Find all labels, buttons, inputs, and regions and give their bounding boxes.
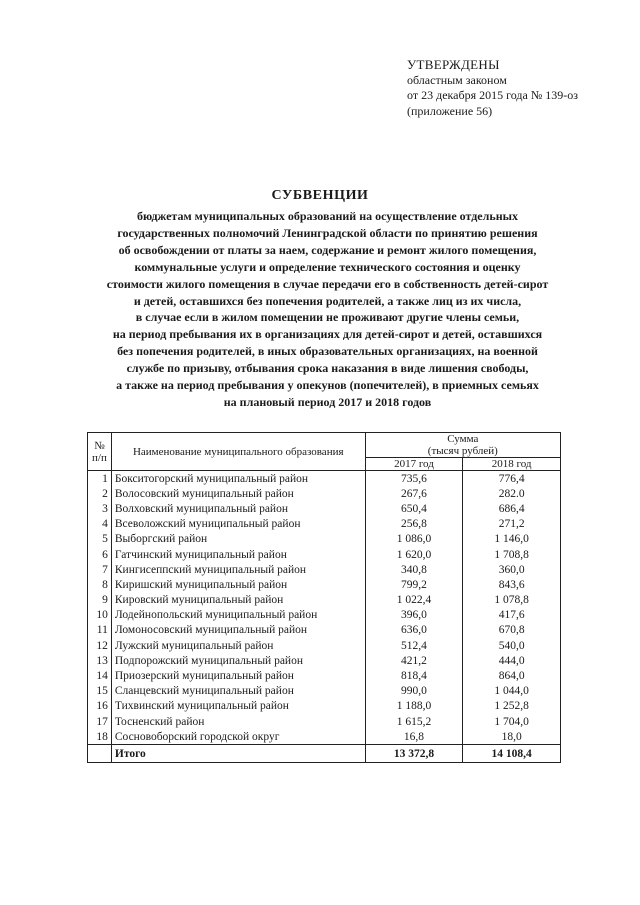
table-row bbox=[88, 623, 561, 638]
table-row bbox=[88, 486, 561, 501]
table-row bbox=[88, 532, 561, 547]
row-2017: 1 086,0 bbox=[365, 532, 463, 547]
row-2018: 1 708,8 bbox=[463, 547, 561, 562]
row-2018: 843,6 bbox=[463, 577, 561, 592]
row-num: 8 bbox=[88, 577, 112, 592]
row-num: 12 bbox=[88, 638, 112, 653]
row-name: Гатчинский муниципальный район bbox=[111, 547, 365, 562]
row-name: Волховский муниципальный район bbox=[111, 501, 365, 516]
row-name: Кингисеппский муниципальный район bbox=[111, 562, 365, 577]
row-name: Тосненский район bbox=[111, 714, 365, 729]
row-2017: 735,6 bbox=[365, 471, 463, 487]
row-2018: 417,6 bbox=[463, 608, 561, 623]
table-row bbox=[88, 608, 561, 623]
row-num: 14 bbox=[88, 668, 112, 683]
approval-date-line: от 23 декабря 2015 года № 139-оз bbox=[407, 88, 579, 102]
row-2017: 990,0 bbox=[365, 684, 463, 699]
row-2018: 1 252,8 bbox=[463, 699, 561, 714]
row-2018: 282.0 bbox=[463, 486, 561, 501]
row-2017: 256,8 bbox=[365, 517, 463, 532]
approval-appendix-line: (приложение 56) bbox=[407, 103, 493, 118]
row-2017: 421,2 bbox=[365, 653, 463, 668]
row-name: Приозерский муниципальный район bbox=[111, 668, 365, 683]
row-2018: 1 704,0 bbox=[463, 714, 561, 729]
row-2018: 360,0 bbox=[463, 562, 561, 577]
table-row bbox=[88, 501, 561, 516]
subtitle-line: бюджетам муниципальных образований на осуществление отдельных bbox=[137, 209, 518, 223]
row-name: Лужский муниципальный район bbox=[111, 638, 365, 653]
header-year-2018: 2018 год bbox=[463, 458, 561, 471]
row-2017: 1 620,0 bbox=[365, 547, 463, 562]
row-num: 15 bbox=[88, 684, 112, 699]
row-2017: 267,6 bbox=[365, 486, 463, 501]
row-2018: 670,8 bbox=[463, 623, 561, 638]
table-row bbox=[88, 593, 561, 608]
row-name: Волосовский муниципальный район bbox=[111, 486, 365, 501]
row-num: 13 bbox=[88, 653, 112, 668]
row-2017: 1 615,2 bbox=[365, 714, 463, 729]
table-row bbox=[88, 517, 561, 532]
row-num: 18 bbox=[88, 729, 112, 745]
row-num: 1 bbox=[88, 471, 112, 487]
row-2018: 1 146,0 bbox=[463, 532, 561, 547]
table-row bbox=[88, 638, 561, 653]
header-sum bbox=[365, 433, 560, 458]
total-row bbox=[88, 745, 561, 763]
table-body bbox=[88, 471, 561, 745]
table-row bbox=[88, 714, 561, 729]
row-name: Кировский муниципальный район bbox=[111, 593, 365, 608]
subtitle-line: без попечения родителей, в иных образовательных организациях, на военной bbox=[117, 344, 538, 359]
total-2018: 14 108,4 bbox=[463, 745, 561, 763]
subtitle-line: об освобождении от платы за наем, содержание и ремонт жилого помещения, bbox=[118, 242, 537, 257]
subtitle-line: стоимости жилого помещения в случае передачи его в собственность детей-сирот bbox=[106, 276, 549, 291]
table-row bbox=[88, 699, 561, 714]
row-2017: 16,8 bbox=[365, 729, 463, 745]
row-num: 6 bbox=[88, 547, 112, 562]
total-2017: 13 372,8 bbox=[365, 745, 463, 763]
total-num-cell bbox=[88, 745, 112, 763]
row-num: 2 bbox=[88, 486, 112, 501]
row-2017: 512,4 bbox=[365, 638, 463, 653]
header-num: № п/п bbox=[88, 433, 112, 471]
row-2017: 1 022,4 bbox=[365, 593, 463, 608]
table-row bbox=[88, 562, 561, 577]
row-num: 7 bbox=[88, 562, 112, 577]
row-2017: 799,2 bbox=[365, 577, 463, 592]
row-name: Подпорожский муниципальный район bbox=[111, 653, 365, 668]
table-row bbox=[88, 653, 561, 668]
row-2018: 864,0 bbox=[463, 668, 561, 683]
subtitle-line: и детей, оставшихся без попечения родителей, а также лиц из их числа, bbox=[133, 293, 522, 308]
row-num: 9 bbox=[88, 593, 112, 608]
row-2018: 271,2 bbox=[463, 517, 561, 532]
table-row bbox=[88, 577, 561, 592]
subtitle-line: на плановый период 2017 и 2018 годов bbox=[223, 394, 432, 409]
row-2017: 340,8 bbox=[365, 562, 463, 577]
table-row bbox=[88, 684, 561, 699]
row-num: 10 bbox=[88, 608, 112, 623]
row-2018: 1 044,0 bbox=[463, 684, 561, 699]
row-2017: 818,4 bbox=[365, 668, 463, 683]
row-name: Сланцевский муниципальный район bbox=[111, 684, 365, 699]
row-name: Тихвинский муниципальный район bbox=[111, 699, 365, 714]
row-num: 3 bbox=[88, 501, 112, 516]
row-2017: 636,0 bbox=[365, 623, 463, 638]
row-2017: 650,4 bbox=[365, 501, 463, 516]
row-num: 5 bbox=[88, 532, 112, 547]
row-name: Выборгский район bbox=[111, 532, 365, 547]
row-2018: 686,4 bbox=[463, 501, 561, 516]
approval-law-line: областным законом bbox=[407, 72, 507, 87]
row-num: 17 bbox=[88, 714, 112, 729]
approval-heading: УТВЕРЖДЕНЫ bbox=[407, 57, 500, 72]
table-row bbox=[88, 547, 561, 562]
document-title: СУБВЕНЦИИ bbox=[271, 188, 369, 203]
table-row bbox=[88, 668, 561, 683]
row-name: Ломоносовский муниципальный район bbox=[111, 623, 365, 638]
row-name: Киришский муниципальный район bbox=[111, 577, 365, 592]
row-num: 16 bbox=[88, 699, 112, 714]
table-row bbox=[88, 729, 561, 745]
subventions-table bbox=[87, 432, 561, 763]
header-sum-label: Сумма bbox=[447, 433, 479, 445]
header-year-2017: 2017 год bbox=[365, 458, 463, 471]
subtitle-line: в случае если в жилом помещении не проживают другие члены семьи, bbox=[135, 310, 520, 325]
total-label: Итого bbox=[111, 745, 365, 763]
row-2018: 18,0 bbox=[463, 729, 561, 745]
row-num: 11 bbox=[88, 623, 112, 638]
subtitle-line: государственных полномочий Ленинградской области по принятию решения bbox=[117, 225, 538, 240]
row-2018: 1 078,8 bbox=[463, 593, 561, 608]
subtitle-line: на период пребывания их в организациях для детей-сирот и детей, оставшихся bbox=[112, 327, 543, 342]
header-name: Наименование муниципального образования bbox=[111, 433, 365, 471]
row-name: Лодейнопольский муниципальный район bbox=[111, 608, 365, 623]
row-2018: 540,0 bbox=[463, 638, 561, 653]
row-2018: 444,0 bbox=[463, 653, 561, 668]
table-row bbox=[88, 471, 561, 487]
approval-stamp bbox=[407, 57, 578, 119]
subtitle-line: а также на период пребывания у опекунов (попечителей), в приемных семьях bbox=[116, 378, 539, 393]
subtitle-line: службе по призыву, отбывания срока наказания в виде лишения свободы, bbox=[126, 361, 529, 376]
row-2018: 776,4 bbox=[463, 471, 561, 487]
subtitle-line: коммунальные услуги и определение технического состояния и оценку bbox=[134, 259, 521, 274]
row-name: Бокситогорский муниципальный район bbox=[111, 471, 365, 487]
row-num: 4 bbox=[88, 517, 112, 532]
row-2017: 396,0 bbox=[365, 608, 463, 623]
row-2017: 1 188,0 bbox=[365, 699, 463, 714]
header-sum-unit: (тысяч рублей) bbox=[427, 445, 498, 457]
document-subtitle bbox=[70, 208, 585, 411]
row-name: Всеволожский муниципальный район bbox=[111, 517, 365, 532]
row-name: Сосновоборский городской округ bbox=[111, 729, 365, 745]
